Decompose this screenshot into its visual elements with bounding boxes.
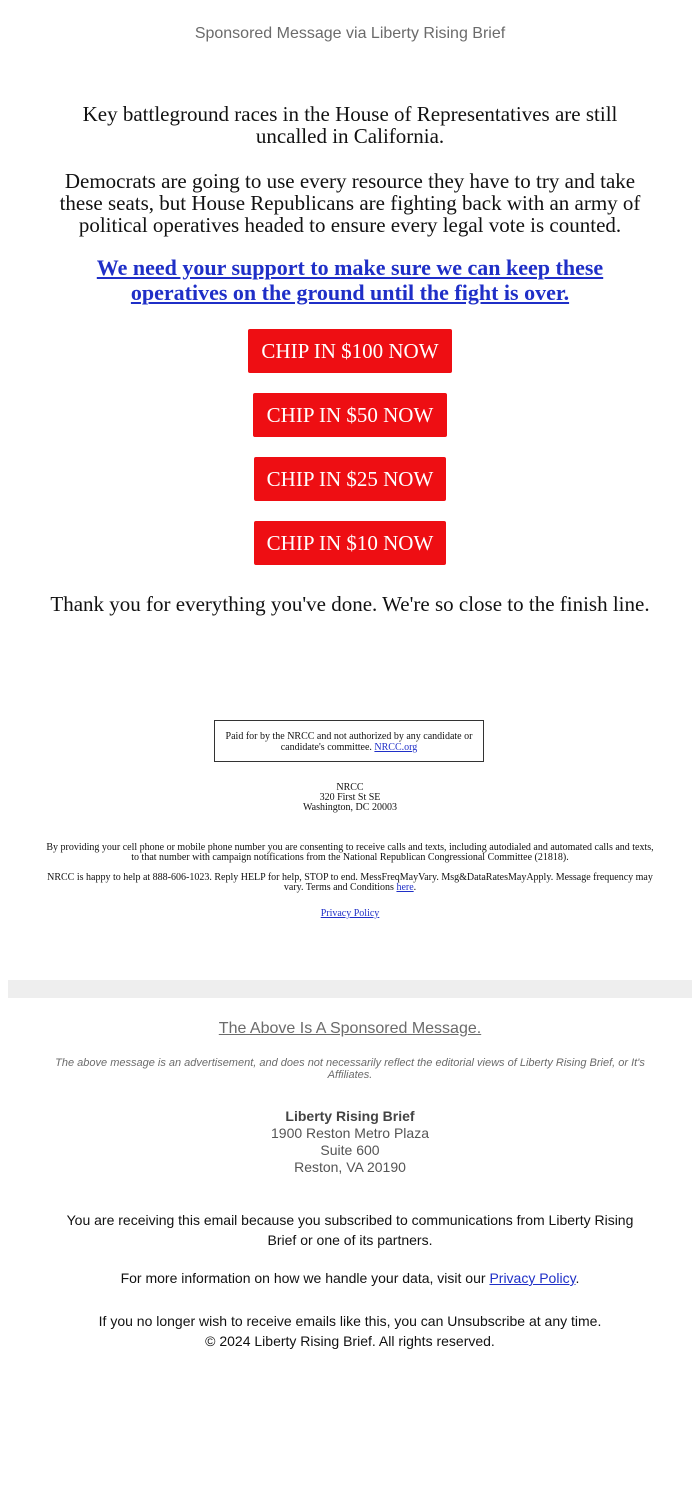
nrcc-privacy-link[interactable]: Privacy Policy — [320, 908, 380, 919]
nrcc-org-link[interactable]: NRCC.org — [374, 742, 418, 753]
unsubscribe-text: If you no longer wish to receive emails like this, you can Unsubscribe at any time. — [98, 1313, 602, 1329]
data-privacy-line — [0, 1270, 700, 1286]
section-divider — [8, 980, 692, 998]
publisher-address — [0, 1108, 700, 1176]
publisher-suite: Suite 600 — [320, 1142, 380, 1158]
sms-consent-text: By providing your cell phone or mobile phone number you are consenting to receive calls and texts, including autodialed and automated calls and texts, to that number with campaign notifications from the National Republican Congressional Committee (21818). — [46, 842, 654, 863]
advertisement-disclaimer: The above message is an advertisement, and does not necessarily reflect the editorial views of Liberty Rising Brief, or It's Affiliates. — [55, 1057, 645, 1081]
chip-in-50-button[interactable]: CHIP IN $50 NOW — [253, 393, 447, 437]
publisher-street: 1900 Reston Metro Plaza — [271, 1125, 429, 1141]
publisher-city: Reston, VA 20190 — [294, 1159, 406, 1175]
subscription-notice: You are receiving this email because you subscribed to communications from Liberty Rising Brief or one of its partners. — [66, 1212, 634, 1248]
terms-here-link[interactable]: here — [396, 882, 414, 893]
privacy-suffix: . — [575, 1270, 580, 1286]
sponsor-header: Sponsored Message via Liberty Rising Brief — [194, 25, 506, 42]
nrcc-city: Washington, DC 20003 — [303, 802, 397, 813]
nrcc-privacy-container — [0, 908, 700, 919]
sms-help-end: . — [413, 882, 417, 893]
sms-help-text — [45, 873, 655, 893]
cta-link-container — [50, 257, 650, 307]
sms-help-copy: NRCC is happy to help at 888-606-1023. Reply HELP for help, STOP to end. MessFreqMayVary. Msg&DataRatesMayApply. Message frequency may vary. Terms and Conditions — [47, 872, 653, 893]
unsubscribe-block — [0, 1311, 700, 1351]
chip-in-100-button[interactable]: CHIP IN $100 NOW — [248, 329, 452, 373]
footer-privacy-link[interactable]: Privacy Policy — [489, 1270, 576, 1286]
publisher-name: Liberty Rising Brief — [285, 1108, 415, 1124]
nrcc-address — [0, 783, 700, 813]
nrcc-name: NRCC — [336, 782, 364, 793]
body-paragraph: Democrats are going to use every resource they have to try and take these seats, but House Republicans are fighting back with an army of political operatives headed to ensure every legal vote is counted. — [59, 169, 641, 237]
paid-for-disclaimer-box — [214, 720, 484, 762]
chip-in-10-button[interactable]: CHIP IN $10 NOW — [254, 521, 446, 565]
copyright-text: © 2024 Liberty Rising Brief. All rights reserved. — [205, 1333, 495, 1349]
paid-for-text: Paid for by the NRCC and not authorized by any candidate or candidate's committee. — [225, 731, 473, 753]
thank-you-text: Thank you for everything you've done. We're so close to the finish line. — [50, 592, 650, 616]
privacy-prefix: For more information on how we handle your data, visit our — [120, 1270, 486, 1286]
sponsored-notice: The Above Is A Sponsored Message. — [218, 1020, 482, 1037]
nrcc-street: 320 First St SE — [319, 792, 381, 803]
support-cta-link[interactable]: We need your support to make sure we can keep these operatives on the ground until the fight is over. — [96, 255, 604, 305]
lead-paragraph: Key battleground races in the House of Representatives are still uncalled in California. — [82, 102, 618, 148]
chip-in-25-button[interactable]: CHIP IN $25 NOW — [254, 457, 446, 501]
